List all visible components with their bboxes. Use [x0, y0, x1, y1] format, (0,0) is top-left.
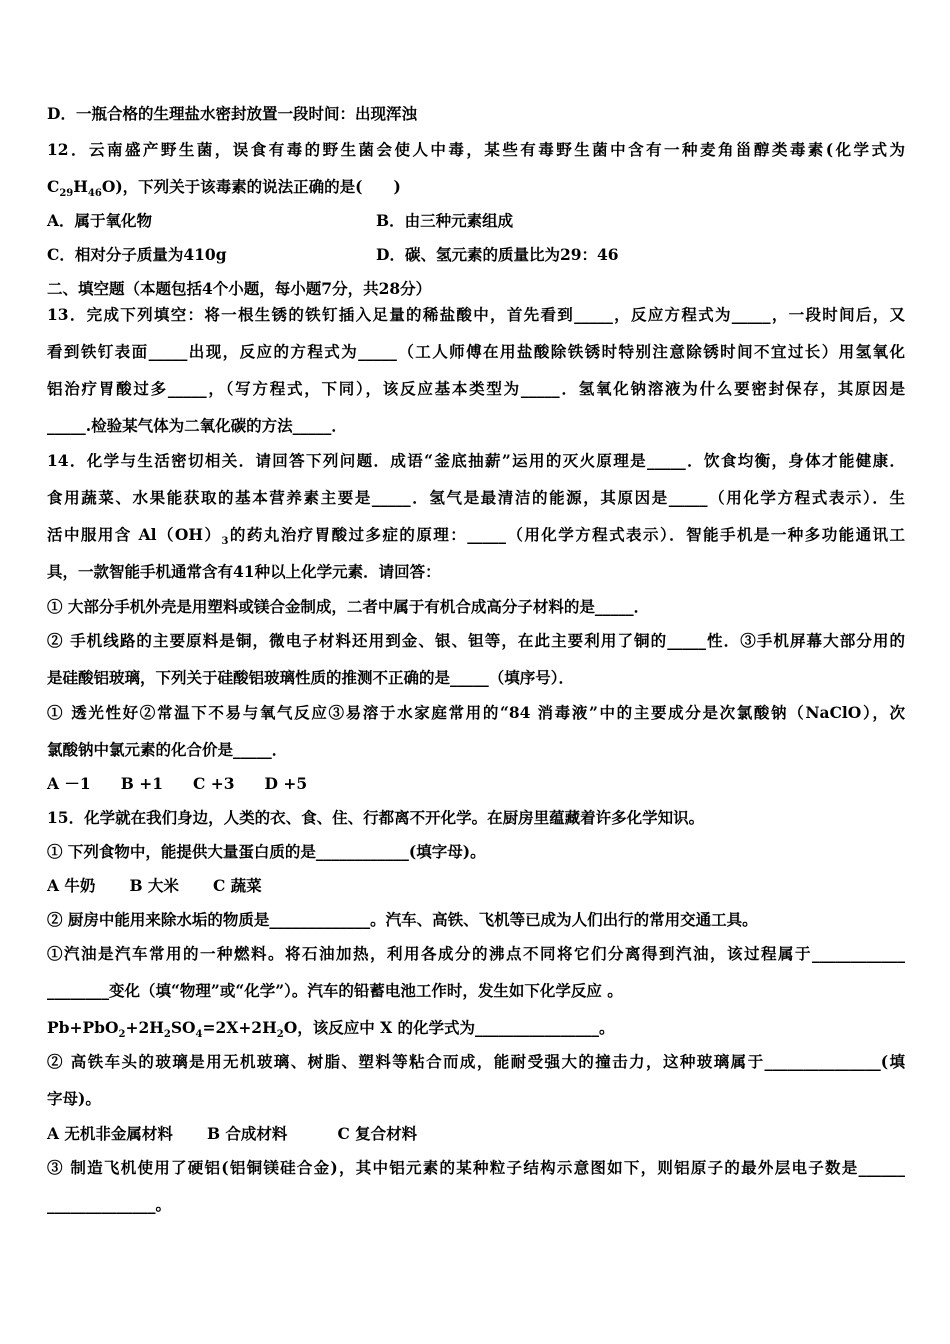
q13-line-4: _____.检验某气体为二氧化碳的方法_____． [47, 416, 347, 435]
q13-line-1: 13．完成下列填空：将一根生锈的铁钉插入足量的稀盐酸中，首先看到_____，反应方程式为_____，一段时间后，又 [47, 305, 905, 324]
q14-line-8: ① 透光性好②常温下不易与氧气反应③易溶于水家庭常用的“84 消毒液”中的主要成分是次氯酸钠（NaClO），次 [47, 703, 905, 722]
q15-line-11: ③ 制造飞机使用了硬铝(铝铜镁硅合金)，其中铝元素的某种粒子结构示意图如下，则铝原子的最外层电子数是______ [47, 1158, 905, 1177]
q15-options-1 [47, 874, 262, 896]
q12-option-b: B．由三种元素组成 [376, 211, 514, 230]
q15-material-option: A 无机非金属材料 [47, 1124, 173, 1143]
q15-line-8: ② 高铁车头的玻璃是用无机玻璃、树脂、塑料等粘合而成，能耐受强大的撞击力，这种玻璃属于_______________(填 [47, 1052, 905, 1071]
q15-options-2 [47, 1122, 417, 1144]
q14-option: D +5 [264, 774, 308, 793]
q14-option: B +1 [120, 774, 163, 793]
q14-line-9: 氯酸钠中氯元素的化合价是_____． [47, 740, 288, 759]
section-2-heading: 二、填空题（本题包括4个小题，每小题7分，共28分） [47, 279, 432, 298]
q15-option: A 牛奶 [47, 876, 96, 895]
q14-options [47, 772, 307, 794]
q15-line-9: 字母)。 [47, 1089, 101, 1108]
q15-option: C 蔬菜 [212, 876, 262, 895]
q12-option-c: C．相对分子质量为410g [47, 245, 227, 264]
q14-item-1: ① 大部分手机外壳是用塑料或镁合金制成，二者中属于有机合成高分子材料的是_____． [47, 597, 650, 616]
q12-option-a: A．属于氧化物 [47, 211, 153, 230]
q14-line-7: 是硅酸铝玻璃，下列关于硅酸铝玻璃性质的推测不正确的是_____（填序号）． [47, 668, 575, 687]
q15-material-option: C 复合材料 [337, 1124, 418, 1143]
q14-option: C +3 [193, 774, 235, 793]
q15-material-option: B 合成材料 [206, 1124, 288, 1143]
option-d-line: D．一瓶合格的生理盐水密封放置一段时间：出现浑浊 [47, 104, 417, 123]
q14-item-2: ② 手机线路的主要原料是铜，微电子材料还用到金、银、钽等，在此主要利用了铜的_____性．③手机屏幕大部分用的 [47, 631, 905, 650]
q15-line-6: ________变化（填“物理”或“化学”）。汽车的铅蓄电池工作时，发生如下化学反应 。 [47, 981, 623, 1000]
q14-option: A －1 [47, 774, 91, 793]
q15-stem: 15．化学就在我们身边，人类的衣、食、住、行都离不开化学。在厨房里蕴藏着许多化学知识。 [47, 808, 705, 827]
q13-line-2: 看到铁钉表面_____出现，反应的方程式为_____（工人师傅在用盐酸除铁锈时特别注意除锈时间不宜过长）用氢氧化 [47, 342, 905, 361]
q15-option: B 大米 [129, 876, 179, 895]
q14-line-4: 具，一款智能手机通常含有41种以上化学元素．请回答： [47, 562, 441, 581]
q14-line-2: 食用蔬菜、水果能获取的基本营养素主要是_____．氢气是最清洁的能源，其原因是_____（用化学方程式表示）．生 [47, 488, 905, 507]
q15-line-12: ______________。 [47, 1195, 172, 1214]
q15-item-1: ① 下列食物中，能提供大量蛋白质的是____________(填字母)。 [47, 842, 486, 861]
q13-line-3: 铝治疗胃酸过多_____，（写方程式，下同），该反应基本类型为_____．氢氧化钠溶液为什么要密封保存，其原因是 [47, 379, 905, 398]
q12-stem: 12．云南盛产野生菌，误食有毒的野生菌会使人中毒，某些有毒野生菌中含有一种麦角甾醇类毒素(化学式为 [47, 140, 905, 159]
q15-equation-line: $Pb+PbO_2+2H_2SO_4=2X+2H_2O$，该反应中 X 的化学式为________________。 [47, 1018, 615, 1041]
q14-line-3: 活中服用含 $Al(OH)_3$的药丸治疗胃酸过多症的原理：_____（用化学方程式表示）．智能手机是一种多功能通讯工 [47, 525, 905, 548]
q12-formula-line: $C_{29}H_{46}O$)，下列关于该毒素的说法正确的是( ) [47, 177, 401, 200]
q15-item-2: ② 厨房中能用来除水垢的物质是_____________。汽车、高铁、飞机等已成为人们出行的常用交通工具。 [47, 910, 758, 929]
q14-line-1: 14．化学与生活密切相关．请回答下列问题．成语“釜底抽薪”运用的灭火原理是_____．饮食均衡，身体才能健康． [47, 451, 905, 470]
q12-option-d: D．碳、氢元素的质量比为29：46 [376, 245, 619, 264]
q15-line-5: ①汽油是汽车常用的一种燃料。将石油加热，利用各成分的沸点不同将它们分离得到汽油，该过程属于____________ [47, 944, 905, 963]
